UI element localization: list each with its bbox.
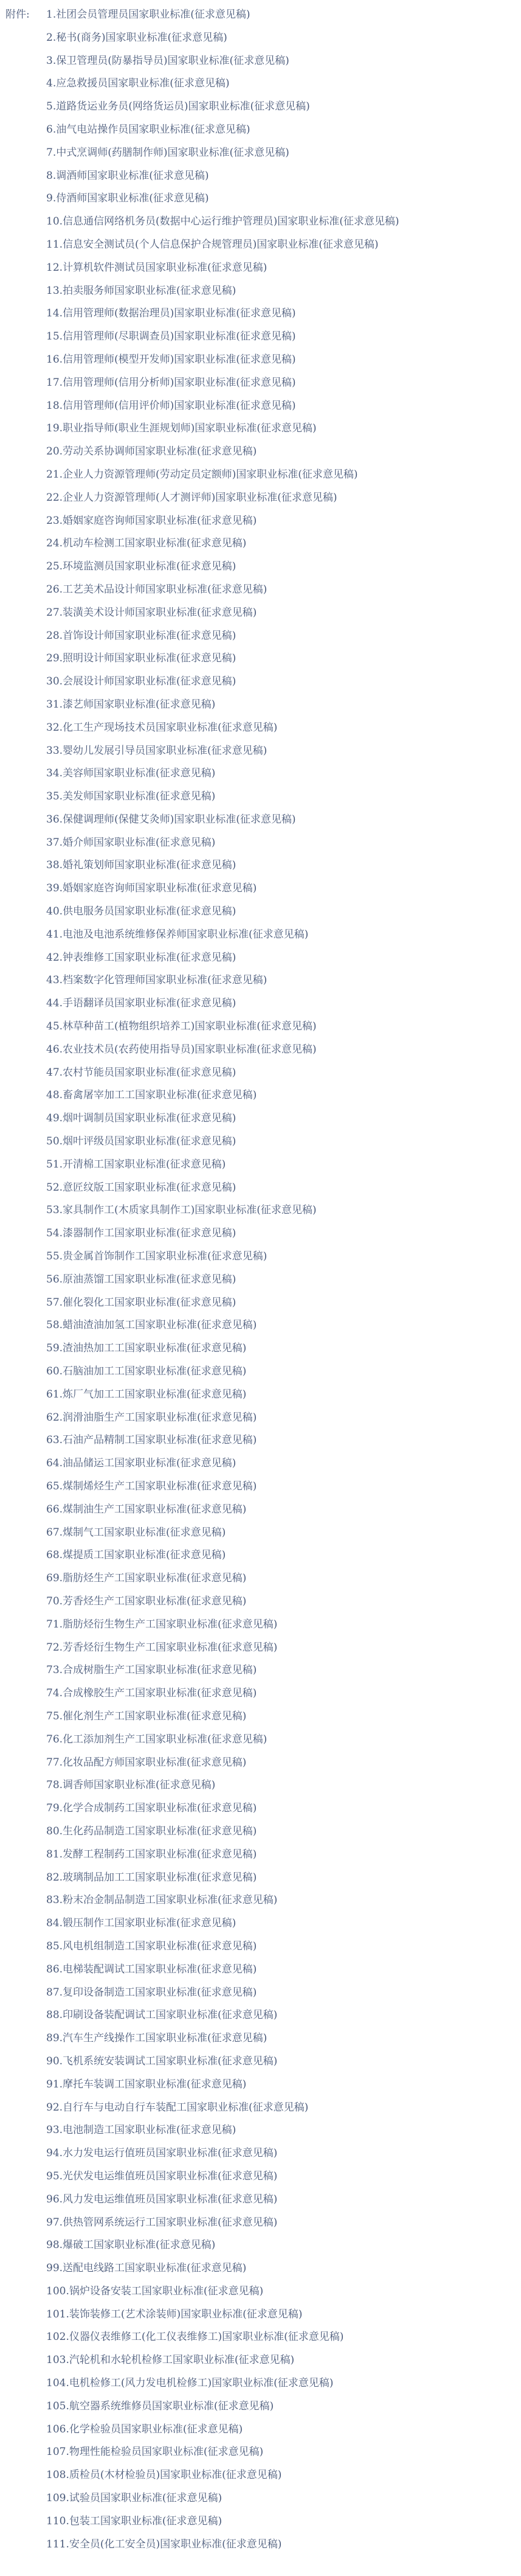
list-item: 18.信用管理师(信用评价师)国家职业标准(征求意见稿) — [46, 399, 296, 412]
list-item: 70.芳香烃生产工国家职业标准(征求意见稿) — [46, 1595, 247, 1607]
list-item: 73.合成树脂生产工国家职业标准(征求意见稿) — [46, 1664, 257, 1677]
list-item: 25.环境监测员国家职业标准(征求意见稿) — [46, 560, 236, 573]
list-item: 74.合成橡胶生产工国家职业标准(征求意见稿) — [46, 1687, 257, 1700]
list-item: 11.信息安全测试员(个人信息保护合规管理员)国家职业标准(征求意见稿) — [46, 238, 379, 251]
list-item: 80.生化药品制造工国家职业标准(征求意见稿) — [46, 1825, 257, 1837]
list-item: 96.风力发电运维值班员国家职业标准(征求意见稿) — [46, 2193, 278, 2205]
list-item: 48.畜禽屠宰加工工国家职业标准(征求意见稿) — [46, 1089, 257, 1102]
list-item: 53.家具制作工(木质家具制作工)国家职业标准(征求意见稿) — [46, 1204, 317, 1217]
list-item: 29.照明设计师国家职业标准(征求意见稿) — [46, 652, 236, 665]
list-item: 86.电梯装配调试工国家职业标准(征求意见稿) — [46, 1963, 257, 1976]
list-item: 13.拍卖服务师国家职业标准(征求意见稿) — [46, 284, 236, 297]
list-item: 98.爆破工国家职业标准(征求意见稿) — [46, 2239, 216, 2252]
list-item: 108.质检员(木材检验员)国家职业标准(征求意见稿) — [46, 2469, 282, 2482]
list-item: 97.供热管网系统运行工国家职业标准(征求意见稿) — [46, 2216, 278, 2229]
list-item: 17.信用管理师(信用分析师)国家职业标准(征求意见稿) — [46, 376, 296, 389]
list-item: 90.飞机系统安装调试工国家职业标准(征求意见稿) — [46, 2055, 278, 2067]
list-item: 38.婚礼策划师国家职业标准(征求意见稿) — [46, 859, 236, 872]
list-item: 43.档案数字化管理师国家职业标准(征求意见稿) — [46, 974, 267, 987]
list-item: 89.汽车生产线操作工国家职业标准(征求意见稿) — [46, 2032, 267, 2045]
list-item: 62.润滑油脂生产工国家职业标准(征求意见稿) — [46, 1411, 257, 1424]
list-item: 37.婚介师国家职业标准(征求意见稿) — [46, 836, 216, 849]
list-item: 92.自行车与电动自行车装配工国家职业标准(征求意见稿) — [46, 2101, 309, 2114]
list-item: 46.农业技术员(农药使用指导员)国家职业标准(征求意见稿) — [46, 1043, 317, 1056]
list-item: 78.调香师国家职业标准(征求意见稿) — [46, 1779, 216, 1792]
list-item: 93.电池制造工国家职业标准(征求意见稿) — [46, 2124, 236, 2137]
list-item: 34.美容师国家职业标准(征求意见稿) — [46, 767, 216, 780]
list-item: 88.印刷设备装配调试工国家职业标准(征求意见稿) — [46, 2009, 278, 2022]
attachment-list — [46, 9, 399, 2561]
list-item: 42.钟表维修工国家职业标准(征求意见稿) — [46, 951, 236, 964]
list-item: 65.煤制烯烃生产工国家职业标准(征求意见稿) — [46, 1480, 257, 1492]
list-item: 16.信用管理师(模型开发师)国家职业标准(征求意见稿) — [46, 353, 296, 366]
list-item: 102.仪器仪表维修工(化工仪表维修工)国家职业标准(征求意见稿) — [46, 2331, 344, 2344]
list-item: 81.发酵工程制药工国家职业标准(征求意见稿) — [46, 1848, 257, 1861]
list-item: 95.光伏发电运维值班员国家职业标准(征求意见稿) — [46, 2170, 278, 2182]
list-item: 94.水力发电运行值班员国家职业标准(征求意见稿) — [46, 2147, 278, 2160]
list-item: 15.信用管理师(尽职调查员)国家职业标准(征求意见稿) — [46, 330, 296, 343]
attachment-label: 附件: — [5, 9, 30, 21]
list-item: 77.化妆品配方师国家职业标准(征求意见稿) — [46, 1756, 247, 1769]
list-item: 39.婚姻家庭咨询师国家职业标准(征求意见稿) — [46, 882, 257, 895]
list-item: 12.计算机软件测试员国家职业标准(征求意见稿) — [46, 261, 267, 274]
list-item: 57.催化裂化工国家职业标准(征求意见稿) — [46, 1296, 236, 1309]
list-item: 4.应急救援员国家职业标准(征求意见稿) — [46, 77, 230, 90]
list-item: 103.汽轮机和水轮机检修工国家职业标准(征求意见稿) — [46, 2354, 295, 2367]
list-item: 85.风电机组制造工国家职业标准(征求意见稿) — [46, 1940, 257, 1952]
list-item: 45.林草种苗工(植物组织培养工)国家职业标准(征求意见稿) — [46, 1020, 317, 1033]
list-item: 14.信用管理师(数据治理员)国家职业标准(征求意见稿) — [46, 307, 296, 320]
list-item: 79.化学合成制药工国家职业标准(征求意见稿) — [46, 1802, 257, 1815]
list-item: 2.秘书(商务)国家职业标准(征求意见稿) — [46, 31, 227, 44]
list-item: 59.渣油热加工工国家职业标准(征求意见稿) — [46, 1342, 247, 1355]
list-item: 1.社团会员管理员国家职业标准(征求意见稿) — [46, 9, 250, 21]
list-item: 61.炼厂气加工工国家职业标准(征求意见稿) — [46, 1388, 247, 1401]
list-item: 50.烟叶评级员国家职业标准(征求意见稿) — [46, 1135, 236, 1148]
list-item: 20.劳动关系协调师国家职业标准(征求意见稿) — [46, 445, 257, 458]
list-item: 58.蜡油渣油加氢工国家职业标准(征求意见稿) — [46, 1319, 257, 1332]
list-item: 60.石脑油加工工国家职业标准(征求意见稿) — [46, 1365, 247, 1378]
list-item: 64.油品储运工国家职业标准(征求意见稿) — [46, 1457, 236, 1470]
list-item: 71.脂肪烃衍生物生产工国家职业标准(征求意见稿) — [46, 1618, 278, 1631]
list-item: 105.航空器系统维修员国家职业标准(征求意见稿) — [46, 2400, 274, 2412]
list-item: 9.侍酒师国家职业标准(征求意见稿) — [46, 192, 209, 205]
list-item: 101.装饰装修工(艺术涂装师)国家职业标准(征求意见稿) — [46, 2308, 303, 2320]
list-item: 31.漆艺师国家职业标准(征求意见稿) — [46, 698, 216, 711]
list-item: 7.中式烹调师(药膳制作师)国家职业标准(征求意见稿) — [46, 146, 289, 159]
list-item: 54.漆器制作工国家职业标准(征求意见稿) — [46, 1227, 236, 1240]
list-item: 100.锅炉设备安装工国家职业标准(征求意见稿) — [46, 2285, 264, 2297]
list-item: 52.意匠纹版工国家职业标准(征求意见稿) — [46, 1181, 236, 1194]
list-item: 41.电池及电池系统维修保养师国家职业标准(征求意见稿) — [46, 928, 309, 941]
list-item: 69.脂肪烃生产工国家职业标准(征求意见稿) — [46, 1572, 247, 1585]
list-item: 63.石油产品精制工国家职业标准(征求意见稿) — [46, 1434, 257, 1447]
list-item: 91.摩托车装调工国家职业标准(征求意见稿) — [46, 2078, 247, 2090]
list-item: 87.复印设备制造工国家职业标准(征求意见稿) — [46, 1986, 257, 1999]
list-item: 5.道路货运业务员(网络货运员)国家职业标准(征求意见稿) — [46, 100, 310, 113]
list-item: 36.保健调理师(保健艾灸师)国家职业标准(征求意见稿) — [46, 813, 296, 826]
list-item: 109.试验员国家职业标准(征求意见稿) — [46, 2492, 223, 2505]
list-item: 40.供电服务员国家职业标准(征求意见稿) — [46, 905, 236, 918]
list-item: 49.烟叶调制员国家职业标准(征求意见稿) — [46, 1112, 236, 1125]
list-item: 32.化工生产现场技术员国家职业标准(征求意见稿) — [46, 721, 278, 734]
list-item: 111.安全员(化工安全员)国家职业标准(征求意见稿) — [46, 2538, 282, 2550]
list-item: 24.机动车检测工国家职业标准(征求意见稿) — [46, 537, 247, 550]
list-item: 47.农村节能员国家职业标准(征求意见稿) — [46, 1066, 236, 1079]
list-item: 8.调酒师国家职业标准(征求意见稿) — [46, 169, 209, 182]
list-item: 21.企业人力资源管理师(劳动定员定额师)国家职业标准(征求意见稿) — [46, 468, 358, 481]
list-item: 104.电机检修工(风力发电机检修工)国家职业标准(征求意见稿) — [46, 2377, 334, 2390]
list-item: 19.职业指导师(职业生涯规划师)国家职业标准(征求意见稿) — [46, 422, 317, 435]
list-item: 83.粉末冶金制品制造工国家职业标准(征求意见稿) — [46, 1894, 278, 1907]
list-item: 3.保卫管理员(防暴指导员)国家职业标准(征求意见稿) — [46, 54, 289, 67]
list-item: 99.送配电线路工国家职业标准(征求意见稿) — [46, 2262, 247, 2275]
list-item: 10.信息通信网络机务员(数据中心运行维护管理员)国家职业标准(征求意见稿) — [46, 215, 399, 228]
list-item: 107.物理性能检验员国家职业标准(征求意见稿) — [46, 2446, 264, 2459]
list-item: 106.化学检验员国家职业标准(征求意见稿) — [46, 2423, 243, 2435]
list-item: 68.煤提质工国家职业标准(征求意见稿) — [46, 1549, 226, 1562]
list-item: 82.玻璃制品加工工国家职业标准(征求意见稿) — [46, 1871, 257, 1884]
list-item: 23.婚姻家庭咨询师国家职业标准(征求意见稿) — [46, 514, 257, 527]
list-item: 26.工艺美术品设计师国家职业标准(征求意见稿) — [46, 583, 267, 596]
list-item: 33.婴幼儿发展引导员国家职业标准(征求意见稿) — [46, 744, 267, 757]
list-item: 72.芳香烃衍生物生产工国家职业标准(征求意见稿) — [46, 1641, 278, 1654]
list-item: 30.会展设计师国家职业标准(征求意见稿) — [46, 675, 236, 688]
list-item: 55.贵金属首饰制作工国家职业标准(征求意见稿) — [46, 1250, 267, 1263]
list-item: 27.装潢美术设计师国家职业标准(征求意见稿) — [46, 606, 257, 619]
list-item: 28.首饰设计师国家职业标准(征求意见稿) — [46, 629, 236, 642]
list-item: 75.催化剂生产工国家职业标准(征求意见稿) — [46, 1710, 247, 1722]
list-item: 56.原油蒸馏工国家职业标准(征求意见稿) — [46, 1273, 236, 1286]
list-item: 76.化工添加剂生产工国家职业标准(征求意见稿) — [46, 1733, 267, 1746]
list-item: 6.油气电站操作员国家职业标准(征求意见稿) — [46, 123, 250, 136]
list-item: 51.开清棉工国家职业标准(征求意见稿) — [46, 1158, 226, 1171]
list-item: 35.美发师国家职业标准(征求意见稿) — [46, 790, 216, 803]
list-item: 44.手语翻译员国家职业标准(征求意见稿) — [46, 997, 236, 1010]
list-item: 84.锻压制作工国家职业标准(征求意见稿) — [46, 1917, 236, 1930]
list-item: 67.煤制气工国家职业标准(征求意见稿) — [46, 1526, 226, 1539]
list-item: 110.包装工国家职业标准(征求意见稿) — [46, 2515, 223, 2527]
list-item: 22.企业人力资源管理师(人才测评师)国家职业标准(征求意见稿) — [46, 491, 337, 504]
list-item: 66.煤制油生产工国家职业标准(征求意见稿) — [46, 1503, 247, 1516]
